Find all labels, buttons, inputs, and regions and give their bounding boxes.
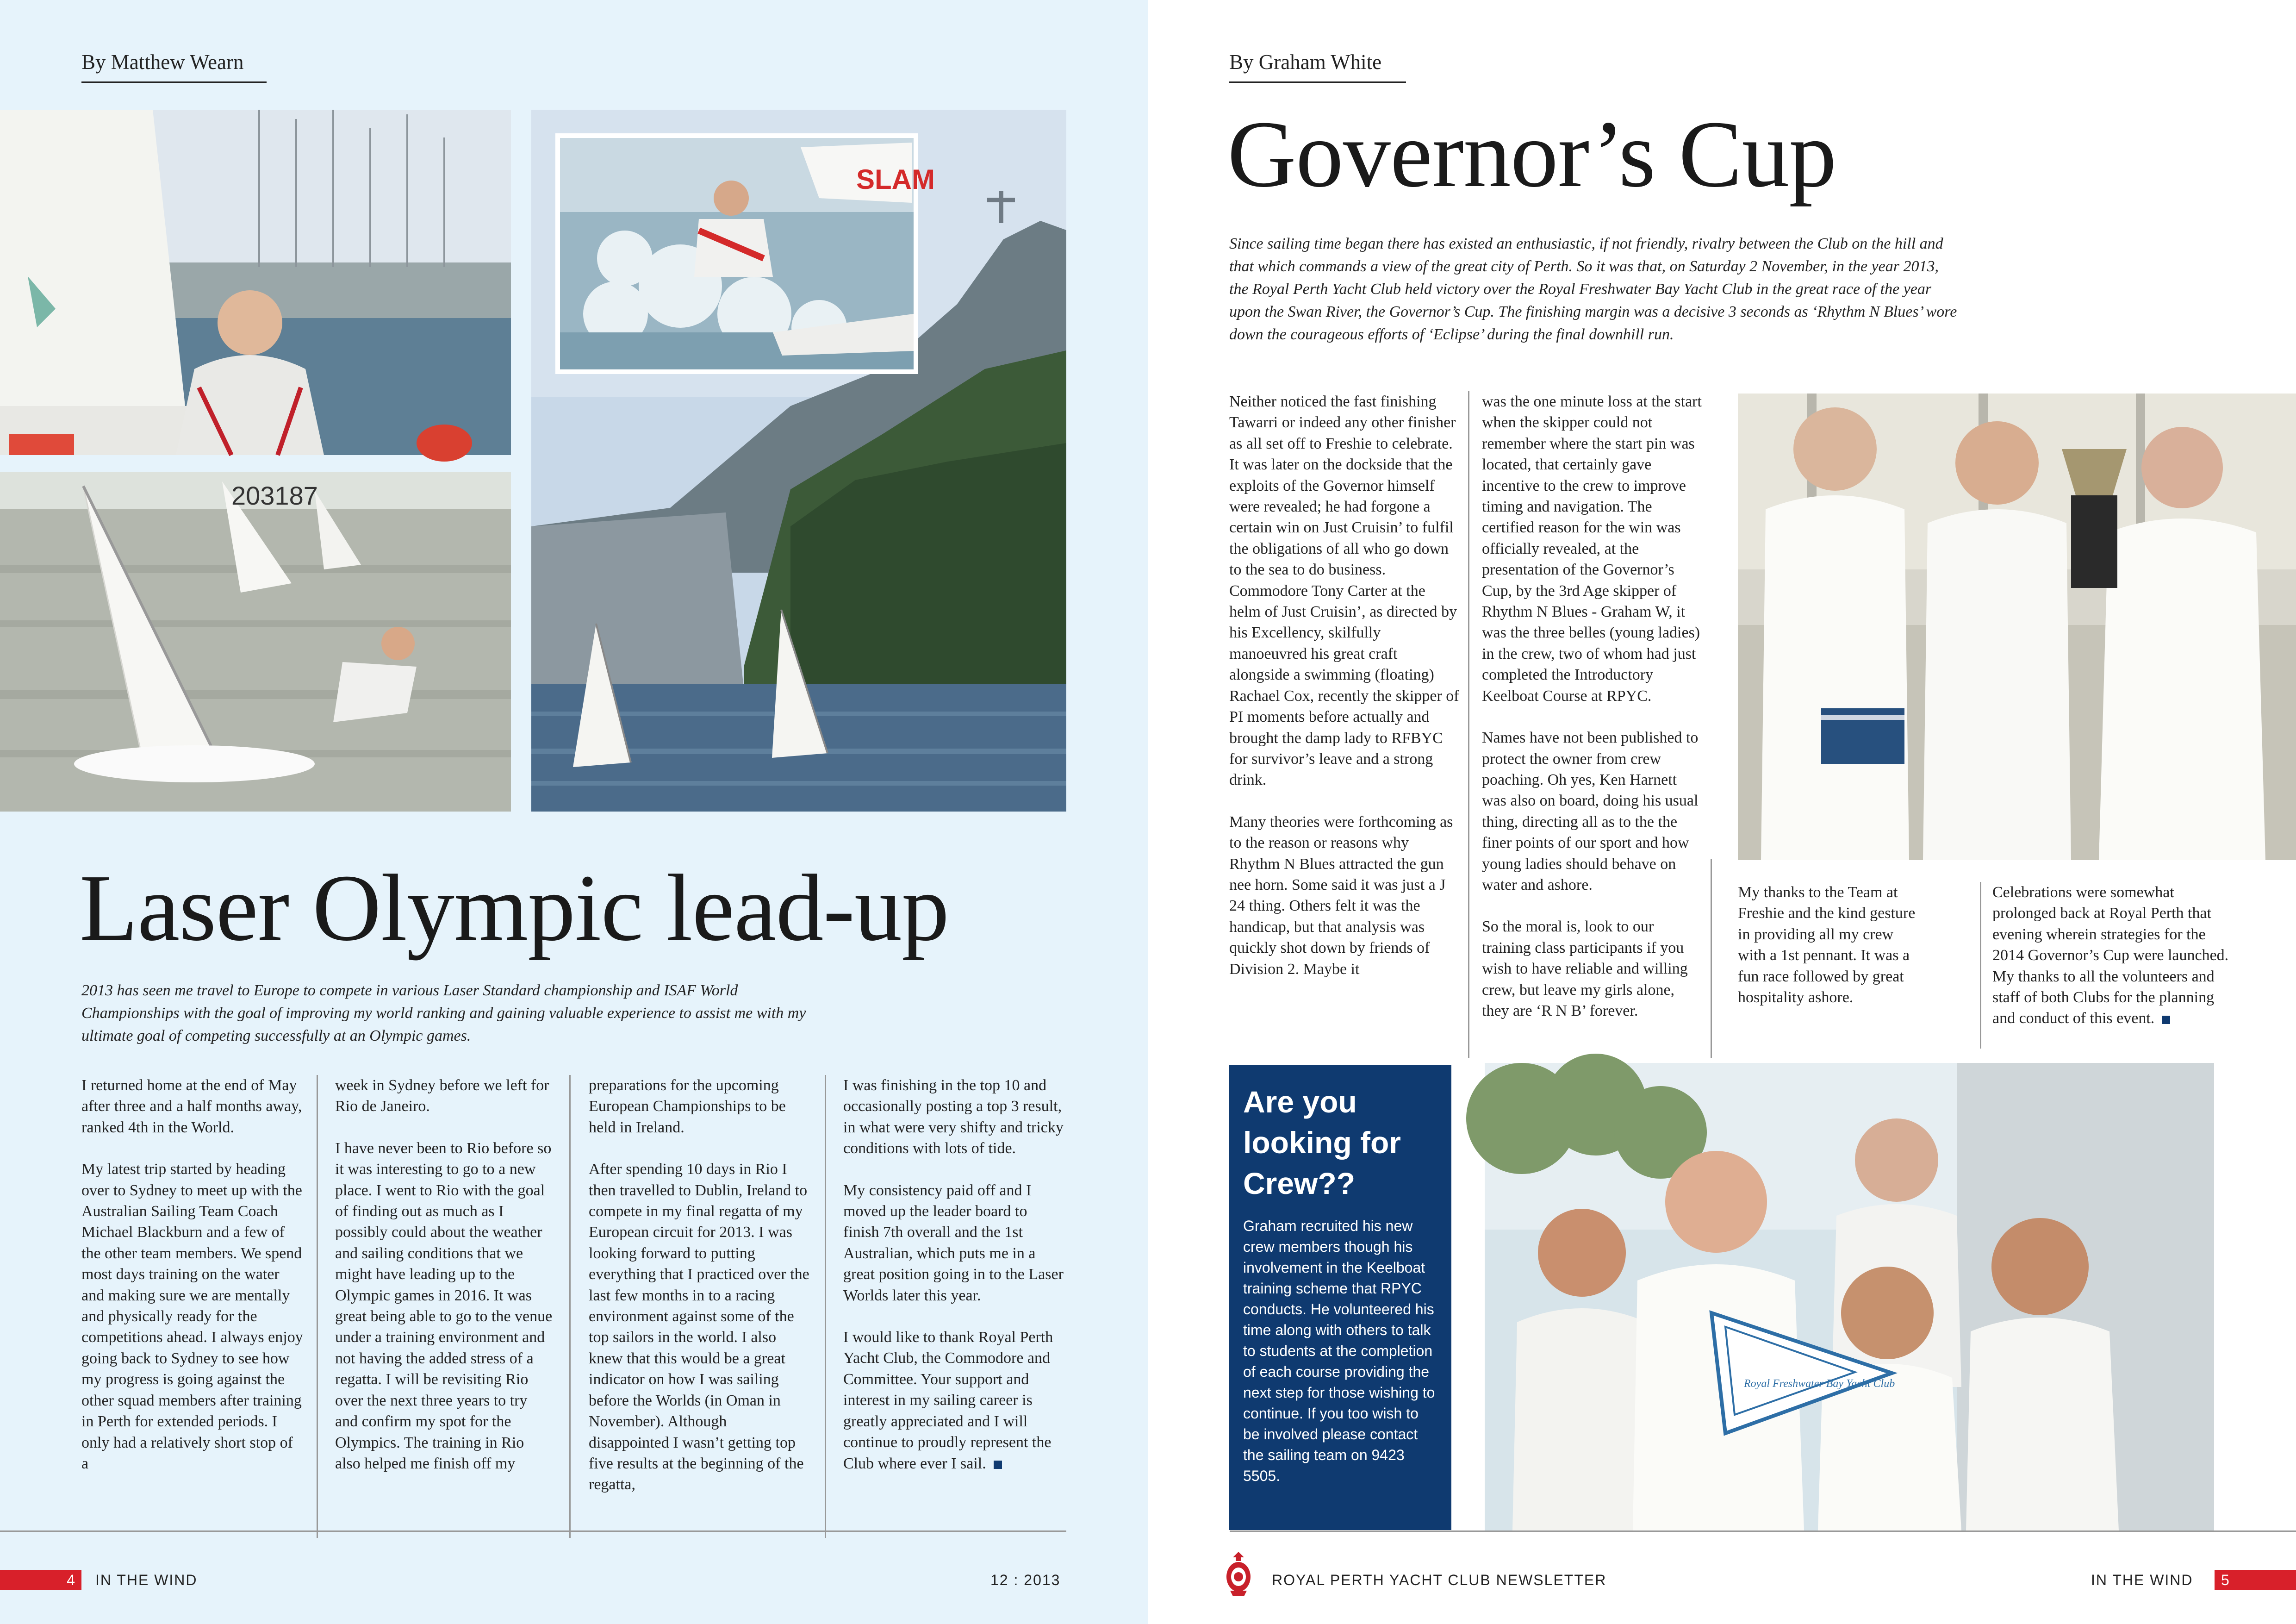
article-column-3	[589, 1075, 811, 1495]
paragraph: So the moral is, look to our training class participants if you wish to have reliable and willing crew, but leave my girls alone, they are ‘R N B’ forever.	[1482, 918, 1688, 1019]
square-end-icon	[2162, 1016, 2170, 1024]
headline-governors-cup: Governor’s Cup	[1227, 101, 1836, 207]
svg-text:SLAM: SLAM	[856, 164, 935, 195]
svg-text:203187: 203187	[231, 481, 318, 510]
headline-laser: Laser Olympic lead-up	[80, 855, 949, 961]
article-column-4	[843, 1075, 1065, 1474]
paragraph: My consistency paid off and I moved up the leader board to finish 7th overall and the 1st Australian, which puts me in a great position going in to the Laser Worlds later this year.	[843, 1181, 1064, 1304]
paragraph: After spending 10 days in Rio I then travelled to Dublin, Ireland to compete in my final regatta of my European circuit for 2013. I was looking forward to putting everything that I practiced over the last few months in to a racing environment against some of the top sailors in the world. I also knew that this would be a great indicator on how I was sailing before the Worlds (in Oman in November). Although disappointed I wasn’t getting top five results at the beginning of the regatta,	[589, 1161, 809, 1493]
footer-issue: 12 : 2013	[990, 1572, 1061, 1588]
paragraph: week in Sydney before we left for Rio de Janeiro.	[335, 1077, 549, 1115]
intro-governors-cup: Since sailing time began there has existed an enthusiastic, if not friendly, rivalry between the Club on the hill and that which commands a view of the great city of Perth. So it was that, on Saturday 2 November, in the year 2013, the Royal Perth Yacht Club held victory over the Royal Freshwater Bay Yacht Club in the great race of the year upon the Swan River, the Governor’s Cup. The finishing margin was a decisive 3 seconds as ‘Rhythm N Blues’ wore down the courageous efforts of ‘Eclipse’ during the final downhill run.	[1229, 235, 1957, 343]
promo-body: Graham recruited his new crew members though his involvement in the Keelboat training scheme that RPYC conducts. He volunteered his time along with others to talk to students at the completion of each course providing the next step for those wishing to continue. If you too wish to be involved please contact the sailing team on 9423 5505.	[1243, 1218, 1435, 1484]
photo-trophy-presentation	[1738, 394, 2296, 860]
column-divider	[825, 1075, 826, 1538]
article-column-1	[1229, 391, 1461, 980]
column-divider	[317, 1075, 318, 1538]
paragraph	[1992, 882, 2233, 1029]
footer-magazine-right: IN THE WIND	[2091, 1572, 2193, 1588]
paragraph: Neither noticed the fast finishing Tawarri or indeed any other finisher as all set off to Freshie to celebrate. It was later on the dockside that the exploits of the Governor himself were revealed; he had forgone a certain win on Just Cruisin’ to fulfil the obligations of all who go down to the sea to do business. Commodore Tony Carter at the helm of Just Cruisin’, as directed by his Excellency, skilfully manoeuvred his great craft alongside a swimming (floating) Rachael Cox, recently the skipper of PI moments before actually and brought the damp lady to RFBYC for survivor’s leave and a strong drink.	[1229, 393, 1459, 789]
paragraph: My thanks to the Team at Freshie and the kind gesture in providing all my crew with a 1st pennant. It was a fun race followed by great hospitality ashore.	[1738, 884, 1916, 1006]
photo-rio-landscape	[531, 110, 1066, 812]
column-divider	[569, 1075, 571, 1538]
paragraph	[843, 1327, 1065, 1474]
paragraph: preparations for the upcoming European Championships to be held in Ireland.	[589, 1077, 786, 1136]
promo-heading: Are you looking for Crew??	[1243, 1085, 1401, 1200]
article-column-2	[1482, 391, 1704, 1021]
paragraph: Names have not been published to protect the owner from crew poaching. Oh yes, Ken Harnett was also on board, doing his usual thing, directing all as to the the finer points of our sport and how young ladies should behave on water and ashore.	[1482, 729, 1699, 893]
paragraph-text: I would like to thank Royal Perth Yacht Club, the Commodore and Committee. Your support and interest in my sailing career is greatly appreciated and I will continue to proudly represent the Club where ever I sail.	[843, 1329, 1053, 1472]
paragraph: I returned home at the end of May after three and a half months away, ranked 4th in the World.	[81, 1077, 302, 1136]
right-page	[1148, 0, 2296, 1624]
paragraph: was the one minute loss at the start when the skipper could not remember where the start pin was located, that certainly gave incentive to the crew to improve timing and navigation. The certified reason for the win was officially revealed, at the presentation of the Governor’s Cup, by the 3rd Age skipper of Rhythm N Blues - Graham W, it was the three belles (young ladies) in the crew, two of whom had just completed the Introductory Keelboat Course at RPYC.	[1482, 393, 1702, 705]
photo-splash-inset	[555, 133, 935, 374]
article-column-3	[1738, 882, 1923, 1008]
square-end-icon	[994, 1461, 1002, 1469]
column-divider	[1980, 882, 1981, 1049]
footer-club-name: ROYAL PERTH YACHT CLUB NEWSLETTER	[1272, 1572, 1607, 1588]
footer-rule-right	[1230, 1530, 2296, 1532]
promo-crew-box	[1229, 1065, 1451, 1530]
paragraph: My latest trip started by heading over to Sydney to meet up with the Australian Sailing Team Coach Michael Blackburn and a few of the other team members. We spend most days training on the water and making sure we are mentally and physically ready for the competitions ahead. I always enjoy going back to Sydney to see how my progress is going against the other squad members after training in Perth for extended periods. I only had a relatively short stop of a	[81, 1161, 303, 1472]
article-column-2	[335, 1075, 553, 1474]
footer-rule-left	[0, 1530, 1066, 1532]
photo-laser-racing	[0, 472, 511, 812]
column-divider	[1711, 859, 1712, 1058]
royal-perth-crest-icon	[1226, 1551, 1251, 1597]
paragraph: Many theories were forthcoming as to the reason or reasons why Rhythm N Blues attracted the gun nee horn. Some said it was just a J 24 thing. Others felt it was the handicap, but that analysis was quickly shot down by friends of Division 2. Maybe it	[1229, 813, 1453, 978]
paragraph-text: Celebrations were somewhat prolonged back at Royal Perth that evening wherein strategies for the 2014 Governor’s Cup were launched. My thanks to all the volunteers and staff of both Clubs for the planning and conduct of this event.	[1992, 884, 2229, 1027]
column-divider	[1468, 391, 1469, 1058]
page-number-right: 5	[2215, 1570, 2296, 1590]
photo-sailor-marina	[0, 110, 511, 455]
byline-right: By Graham White	[1229, 50, 1406, 83]
photo-crew-pennant	[1485, 1063, 2214, 1530]
footer-magazine-left: IN THE WIND	[95, 1572, 198, 1588]
intro-laser: 2013 has seen me travel to Europe to compete in various Laser Standard championship and ISAF World Championships with the goal of improving my world ranking and gaining valuable experience to assist me with my ultimate goal of competing successfully at an Olympic games.	[81, 982, 806, 1044]
pennant-text: Royal Freshwater Bay Yacht Club	[1744, 1378, 1895, 1390]
article-column-1	[81, 1075, 304, 1474]
byline-left: By Matthew Wearn	[81, 50, 267, 83]
page-number-left: 4	[0, 1570, 81, 1590]
paragraph: I was finishing in the top 10 and occasionally posting a top 3 result, in what were very shifty and tricky conditions with lots of tide.	[843, 1077, 1064, 1157]
paragraph: I have never been to Rio before so it was interesting to go to a new place. I went to Rio with the goal of finding out as much as I possibly could about the weather and sailing conditions that we might have leading up to the Olympic games in 2016. It was great being able to go to the venue under a training environment and not having the added stress of a regatta. I will be revisiting Rio over the next three years to try and confirm my spot for the Olympics. The training in Rio also helped me finish off my	[335, 1139, 553, 1472]
article-column-4	[1992, 882, 2233, 1029]
